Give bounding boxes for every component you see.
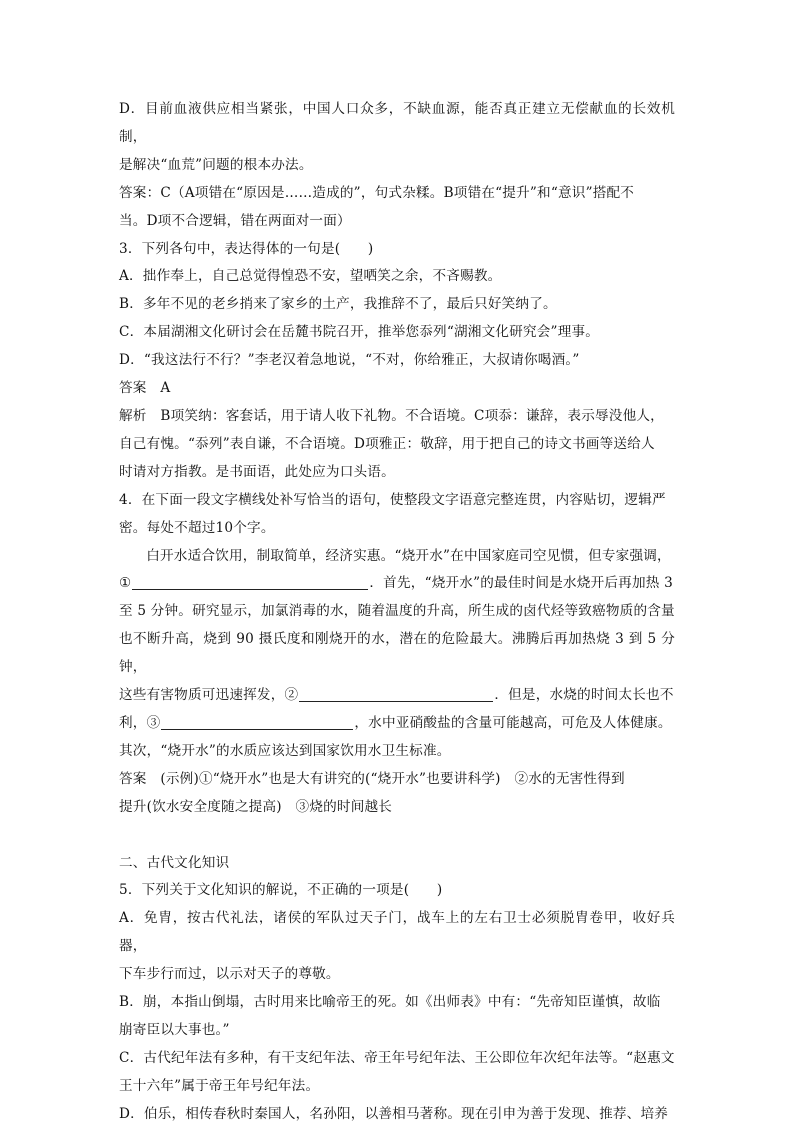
passage-text: ．首先，“烧开水”的最佳时间是水烧开后再加热 3 (369, 575, 673, 592)
q2-answer-line1: 答案：C（A项错在“原因是……造成的”，句式杂糅。B项错在“提升”和“意识”搭配不 (119, 184, 635, 201)
q5-option-a-line2: 下车步行而过，以示对天子的尊敬。 (119, 966, 340, 983)
q4-passage-line4: 也不断升高，烧到 90 摄氏度和刚烧开的水，潜在的危险最大。沸腾后再加热烧 3 到 5 分钟， (119, 631, 675, 676)
passage-text: ．但是，水烧的时间太长也不 (494, 687, 674, 704)
q5-option-a-line1: A．免胄，按古代礼法，诸侯的军队过天子门，战车上的左右卫士必须脱胄卷甲，收好兵器， (119, 910, 675, 955)
fill-blank-3[interactable] (161, 713, 353, 730)
q2-option-d-line1: D．目前血液供应相当紧张，中国人口众多，不缺血源，能否真正建立无偿献血的长效机制， (119, 101, 675, 145)
q3-option-c: C．本届湖湘文化研讨会在岳麓书院召开，推举您忝列“湖湘文化研究会”理事。 (119, 324, 600, 341)
q5-option-b-line2: 崩寄臣以大事也。” (119, 1022, 230, 1038)
passage-text: 这些有害物质可迅速挥发，② (119, 687, 299, 704)
passage-text: 利，③ (119, 714, 161, 731)
q4-passage-line1: 白开水适合饮用，制取简单，经济实惠。“烧开水”在中国家庭司空见惯，但专家强调， (146, 547, 671, 564)
blank-marker-1: ① (119, 575, 132, 592)
q5-option-d-line1: D．伯乐，相传春秋时秦国人，名孙阳，以善相马著称。现在引申为善于发现、推荐、培养 (119, 1105, 669, 1122)
fill-blank-2[interactable] (299, 685, 493, 702)
passage-text: ，水中亚硝酸盐的含量可能越高，可危及人体健康。 (354, 714, 672, 731)
q2-answer-line2: 当。D项不合逻辑，错在两面对一面） (119, 212, 351, 229)
q4-stem-line2: 密。每处不超过10个字。 (119, 519, 275, 536)
q3-explanation-line2: 自己有愧。“忝列”表自谦，不合语境。D项雅正：敬辞，用于把自己的诗文书画等送给人 (119, 435, 655, 452)
section-title: 二、古代文化知识 (119, 854, 230, 871)
q3-answer: 答案 A (119, 380, 171, 397)
q4-passage-line6 (119, 710, 675, 738)
q3-option-d: D．“我这法行不行？”李老汉着急地说，“不对，你给雅正，大叔请你喝酒。” (119, 352, 580, 369)
q5-option-c-line1: C．古代纪年法有多种，有干支纪年法、帝王年号纪年法、王公即位年次纪年法等。“赵惠文 (119, 1049, 675, 1066)
q3-option-a: A．拙作奉上，自己总觉得惶恐不安，望哂笑之余，不吝赐教。 (119, 268, 502, 285)
q4-stem-line1: 4．在下面一段文字横线处补写恰当的语句，使整段文字语意完整连贯，内容贴切，逻辑严 (119, 491, 666, 508)
q2-option-d-line2: 是解决“血荒”问题的根本办法。 (119, 156, 313, 173)
document-body (119, 96, 675, 1129)
q4-passage-line3: 至 5 分钟。研究显示，加氯消毒的水，随着温度的升高，所生成的卤代烃等致癌物质的含量 (119, 603, 675, 620)
fill-blank-1[interactable] (132, 573, 368, 590)
q4-passage-line5 (119, 682, 675, 710)
q3-stem: 3．下列各句中，表达得体的一句是( ) (119, 240, 374, 257)
q3-explanation-line1: 解析 B项笑纳：客套话，用于请人收下礼物。不合语境。C项忝：谦辞，表示辱没他人， (119, 407, 664, 424)
q3-option-b: B．多年不见的老乡捎来了家乡的土产，我推辞不了，最后只好笑纳了。 (119, 296, 557, 313)
section-spacer (119, 822, 675, 850)
q4-passage-line2 (119, 570, 675, 598)
q4-answer-line2: 提升(饮水安全度随之提高) ③烧的时间越长 (119, 798, 393, 815)
q5-option-b-line1: B．崩，本指山倒塌，古时用来比喻帝王的死。如《出师表》中有：“先帝知臣谨慎，故临 (119, 994, 661, 1011)
q4-passage-line7: 其次，“烧开水”的水质应该达到国家饮用水卫生标准。 (119, 742, 451, 759)
q4-answer-line1: 答案 (示例)①“烧开水”也是大有讲究的(“烧开水”也要讲科学) ②水的无害性得到 (119, 770, 625, 787)
q5-option-c-line2: 王十六年”属于帝王年号纪年法。 (119, 1077, 320, 1094)
q3-explanation-line3: 时请对方指教。是书面语，此处应为口头语。 (119, 463, 395, 480)
q5-stem: 5．下列关于文化知识的解说，不正确的一项是( ) (119, 882, 443, 899)
